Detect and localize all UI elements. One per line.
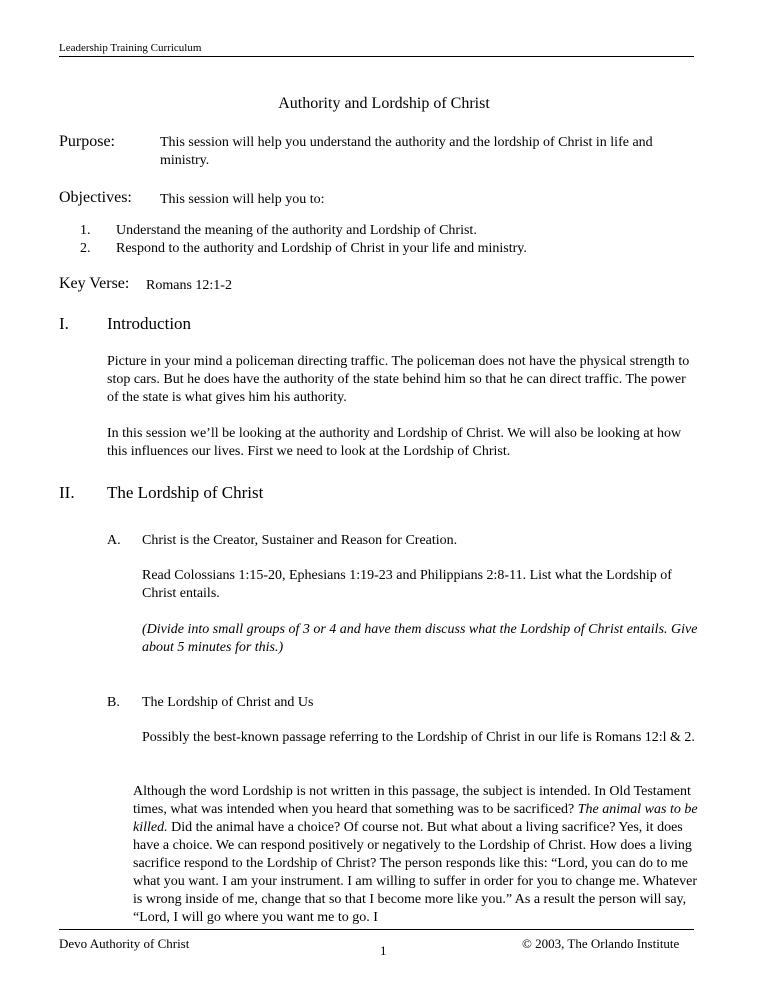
body-paragraph (133, 783, 701, 927)
objective-number: 2. (80, 241, 91, 256)
objective-item: Respond to the authority and Lordship of Christ in your life and ministry. (116, 241, 527, 256)
body-text: Did the animal have a choice? Of course not. But what about a living sacrifice? Yes, it does have a choice. We can respond positively or negatively to the Lordship of Christ. How does a living sacrifice respond to the Lordship of Christ? The person responds like this: “Lord, you can do to me what you want. I am your instrument. I am willing to suffer in order for you to change me. Whatever is wrong inside of me, change that so that I become more like you.” As a result the person will say, “Lord, I will go where you want me to go. I (133, 820, 697, 925)
key-verse-label: Key Verse: (59, 275, 130, 292)
objectives-intro: This session will help you to: (160, 192, 325, 207)
objectives-label: Objectives: (59, 189, 132, 206)
body-text: Although the word Lordship is not written in this passage, the subject is intended. In Old Testament times, what was intended when you heard that something was to be sacrificed? (133, 784, 691, 817)
introduction-paragraph: In this session we’ll be looking at the authority and Lordship of Christ. We will also be looking at how this influences our lives. First we need to look at the Lordship of Christ. (107, 426, 682, 459)
section-heading-lordship: The Lordship of Christ (107, 483, 264, 502)
subsection-letter: B. (107, 695, 120, 710)
subsection-paragraph: Possibly the best-known passage referring to the Lordship of Christ in our life is Romans 12:l & 2. (142, 730, 695, 745)
objective-item: Understand the meaning of the authority and Lordship of Christ. (116, 223, 477, 238)
subsection-paragraph: Read Colossians 1:15-20, Ephesians 1:19-23 and Philippians 2:8-11. List what the Lordship of Christ entails. (142, 568, 672, 601)
subsection-heading: Christ is the Creator, Sustainer and Reason for Creation. (142, 533, 458, 548)
subsection-letter: A. (107, 533, 121, 548)
key-verse-text: Romans 12:1-2 (146, 278, 232, 293)
footer-rule (59, 929, 694, 930)
italic-answer: The animal was to be killed. (133, 802, 698, 835)
footer-document-name: Devo Authority of Christ (59, 936, 190, 951)
running-header: Leadership Training Curriculum (59, 42, 202, 54)
introduction-paragraph: Picture in your mind a policeman directing traffic. The policeman does not have the physical strength to stop cars. But he does have the authority of the state behind him so that he can direct traffic. The power of the state is what gives him his authority. (107, 354, 690, 405)
objective-number: 1. (80, 223, 91, 238)
section-heading-introduction: Introduction (107, 314, 192, 333)
subsection-heading: The Lordship of Christ and Us (142, 695, 314, 710)
section-number: I. (59, 314, 69, 333)
header-rule (59, 56, 694, 57)
page-number: 1 (380, 943, 387, 958)
purpose-text: This session will help you understand the authority and the lordship of Christ in life and ministry. (160, 135, 653, 168)
section-number: II. (59, 483, 75, 502)
facilitator-instruction: (Divide into small groups of 3 or 4 and have them discuss what the Lordship of Christ entails. Give about 5 minutes for this.) (142, 622, 698, 655)
purpose-label: Purpose: (59, 133, 115, 150)
page-title: Authority and Lordship of Christ (278, 95, 490, 112)
footer-copyright: © 2003, The Orlando Institute (522, 936, 680, 951)
